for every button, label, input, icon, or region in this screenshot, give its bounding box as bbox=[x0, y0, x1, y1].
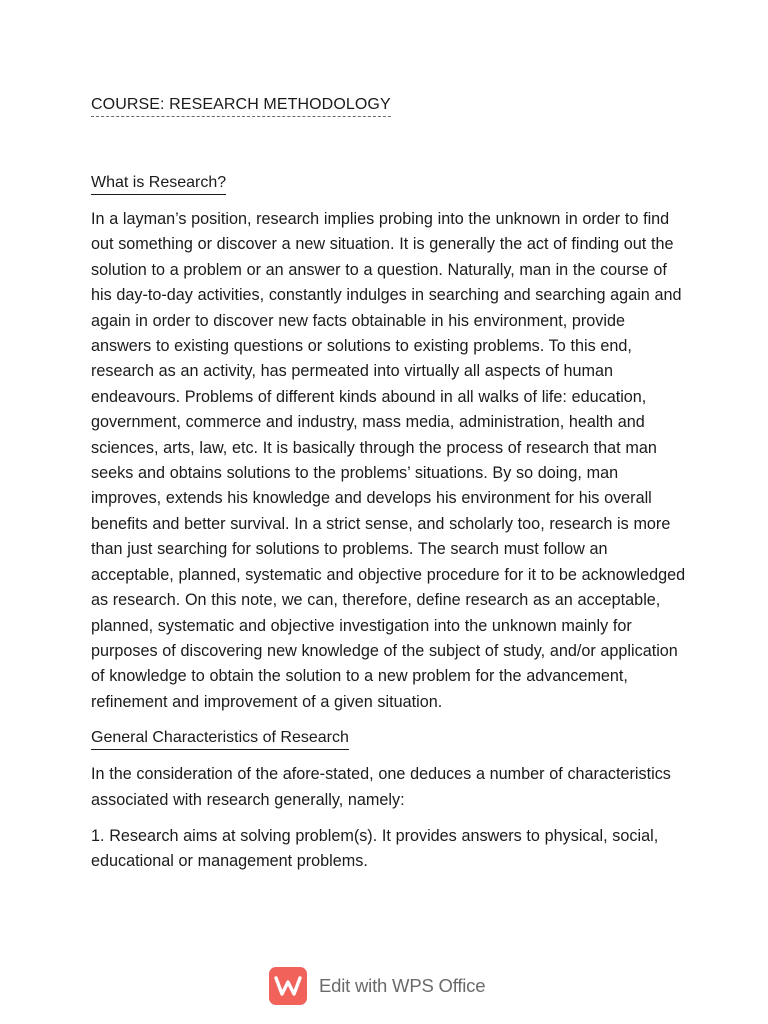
wps-logo-icon bbox=[269, 967, 307, 1005]
section-paragraph-characteristics-intro: In the consideration of the afore-stated, one deduces a number of characteristics associated with research generally, namely: bbox=[91, 765, 671, 809]
section-heading-general-characteristics: General Characteristics of Research bbox=[91, 727, 349, 750]
document-page bbox=[91, 94, 687, 875]
list-item: 1. Research aims at solving problem(s). It provides answers to physical, social, educational or management problems. bbox=[91, 826, 659, 871]
section-heading-what-is-research: What is Research? bbox=[91, 172, 226, 195]
course-title: COURSE: RESEARCH METHODOLOGY bbox=[91, 94, 391, 117]
section-paragraph-what-is-research: In a layman’s position, research implies probing into the unknown in order to find out something or discover a new situation. It is generally the act of finding out the solution to a problem or an answer to a question. Naturally, man in the course of his day-to-day activities, constantly indulges in searching and searching again and again in order to discover new facts obtainable in his environment, provide answers to existing questions or solutions to existing problems. To this end, research as an activity, has permeated into virtually all aspects of human endeavours. Problems of different kinds abound in all walks of life: education, government, commerce and industry, mass media, administration, health and sciences, arts, law, etc. It is basically through the process of research that man seeks and obtains solutions to the problems’ situations. By so doing, man improves, extends his knowledge and develops his environment for his overall benefits and better survival. In a strict sense, and scholarly too, research is more than just searching for solutions to problems. The search must follow an acceptable, planned, systematic and objective procedure for it to be acknowledged as research. On this note, we can, therefore, define research as an acceptable, planned, systematic and objective investigation into the unknown mainly for purposes of discovering new knowledge of the subject of study, and/or application of knowledge to obtain the solution to a new problem for the advancement, refinement and improvement of a given situation. bbox=[91, 210, 686, 711]
edit-with-wps-badge[interactable] bbox=[269, 966, 485, 1006]
edit-with-wps-label[interactable]: Edit with WPS Office bbox=[319, 975, 486, 996]
